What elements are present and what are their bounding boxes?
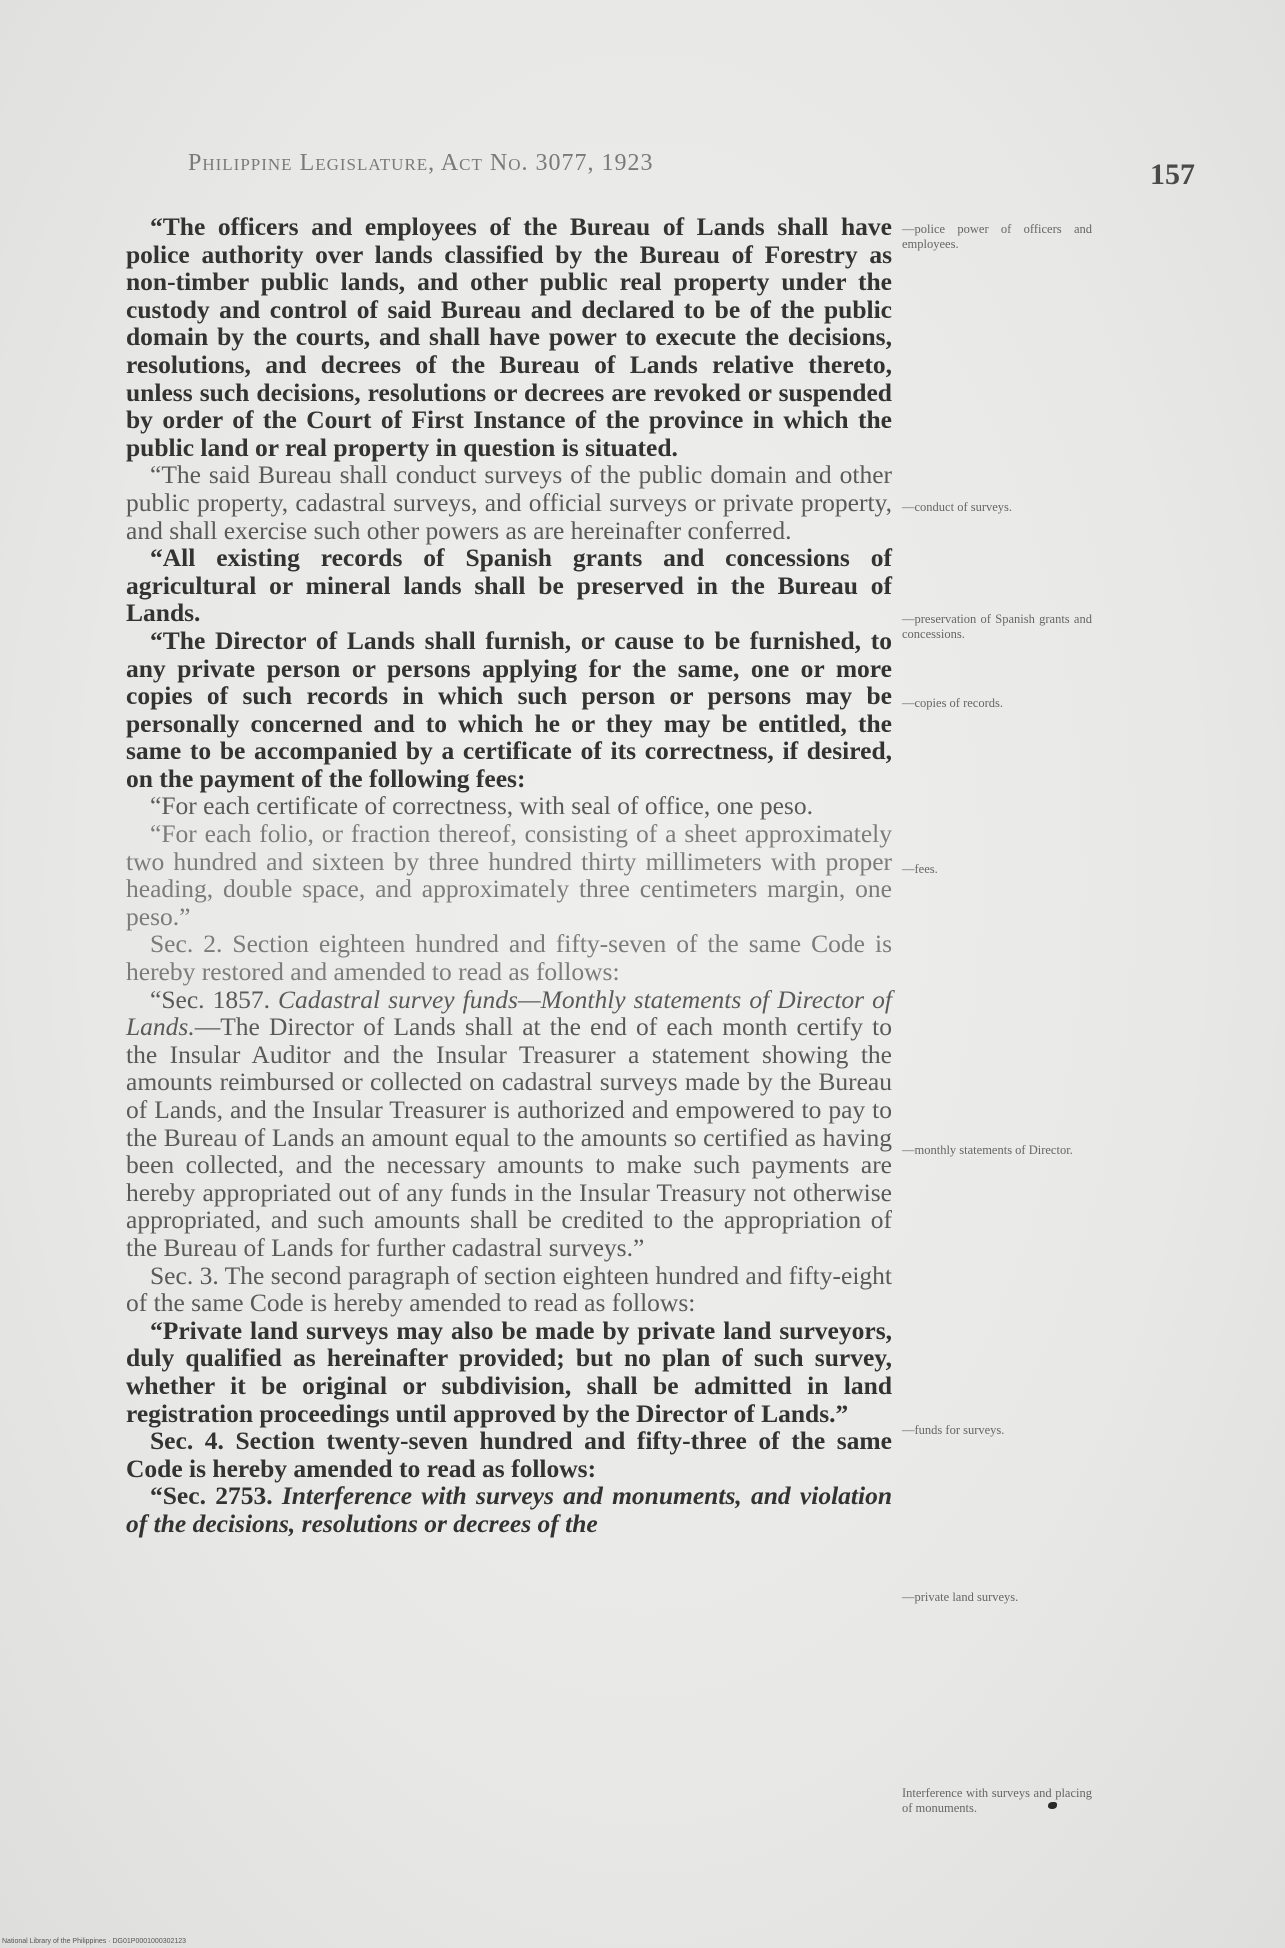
paragraph-copies-of-records: “The Director of Lands shall furnish, or cause to be furnished, to any private person or persons applying for the same, one or more copies of such records in which such person or persons may be personally concerned and to which he or they may be entitled, the same to be accompanied by a certificate of its correctness, if desired, on the payment of the following fees: — [126, 625, 892, 793]
paragraph-conduct-surveys: “The said Bureau shall conduct surveys of the public domain and other public property, cadastral surveys, and official surveys or private property, and shall exercise such other powers as are hereinafter conferred. — [126, 460, 892, 545]
paragraph-sec-2753 — [126, 1482, 892, 1537]
paragraph-private-surveys: “Private land surveys may also be made by private land surveyors, duly qualified as hereinafter provided; but no plan of such survey, whether it be original or subdivision, shall be admitted in land registration proceedings until approved by the Director of Lands.” — [126, 1315, 892, 1428]
paragraph-section-2: Sec. 2. Section eighteen hundred and fifty-seven of the same Code is hereby restored and amended to read as follows: — [126, 929, 892, 987]
margin-note-preservation: —preservation of Spanish grants and concessions. — [902, 612, 1092, 641]
paragraph-fee-folio: “For each folio, or fraction thereof, consisting of a sheet approximately two hundred and sixteen by three hundred thirty millimeters with proper heading, double space, and approximately three centimeters margin, one peso.” — [126, 819, 892, 931]
paragraph-police-authority: “The officers and employees of the Bureau of Lands shall have police authority over lands classified by the Bureau of Forestry as non-timber public lands, and other public real property under the custody and control of said Bureau and declared to be of the public domain by the courts, and shall have power to execute the decisions, resolutions, and decrees of the Bureau of Lands relative thereto, unless such decisions, resolutions or decrees are revoked or suspended by order of the Court of First Instance of the province in which the public land or real property in question is situated. — [126, 212, 892, 462]
margin-note-fees: —fees. — [902, 862, 938, 876]
paragraph-spanish-grants: “All existing records of Spanish grants and concessions of agricultural or mineral lands shall be preserved in the Bureau of Lands. — [126, 543, 892, 628]
margin-note-copies: —copies of records. — [902, 696, 1004, 710]
margin-note-funds: —funds for surveys. — [902, 1423, 1005, 1437]
scan-footer: National Library of the Philippines · DG01P0001000302123 — [2, 1938, 187, 1945]
sec-2753-lead: “Sec. 2753. — [150, 1481, 282, 1511]
sec-2753-heading: Interference with surveys and monuments, and violation of the decisions, resolutions or decrees of the — [126, 1481, 893, 1538]
sec-1857-lead: “Sec. 1857. — [150, 984, 278, 1014]
sec-1857-heading: Cadastral survey funds—Monthly statements of Director of Lands. — [126, 984, 892, 1042]
sec-1857-text: —The Director of Lands shall at the end of each month certify to the Insular Auditor and the Insular Treasurer a statement showing the amounts reimbursed or collected on cadastral surveys made by the Bureau of Lands, and the Insular Treasurer is authorized and empowered to pay to the Bureau of Lands an amount equal to the amounts so certified as having been collected, and the necessary amounts to make such payments are hereby appropriated out of any funds in the Insular Treasury not otherwise appropriated, and such amounts shall be credited to the appropriation of the Bureau of Lands for further cadastral surveys.” — [126, 1012, 892, 1262]
page-number: 157 — [1150, 158, 1195, 191]
paragraph-fee-certificate: “For each certificate of correctness, with seal of office, one peso. — [150, 791, 813, 821]
paragraph-sec-1857 — [126, 986, 892, 1262]
margin-note-police-power: —police power of officers and employees. — [902, 222, 1092, 251]
margin-note-conduct-surveys: —conduct of surveys. — [902, 500, 1013, 514]
body-text — [126, 213, 892, 1538]
margin-note-interference: Interference with surveys and placing of monuments. — [902, 1786, 1092, 1815]
ink-speck — [1048, 1802, 1057, 1809]
margin-note-private-surveys: —private land surveys. — [902, 1590, 1019, 1604]
paragraph-section-3: Sec. 3. The second paragraph of section eighteen hundred and fifty-eight of the same Code is hereby amended to read as follows: — [126, 1260, 892, 1318]
margin-note-monthly-statements: —monthly statements of Director. — [902, 1143, 1073, 1157]
running-head: Philippine Legislature, Act No. 3077, 1923 — [188, 150, 654, 176]
paragraph-section-4: Sec. 4. Section twenty-seven hundred and fifty-three of the same Code is hereby amended to read as follows: — [126, 1426, 892, 1483]
